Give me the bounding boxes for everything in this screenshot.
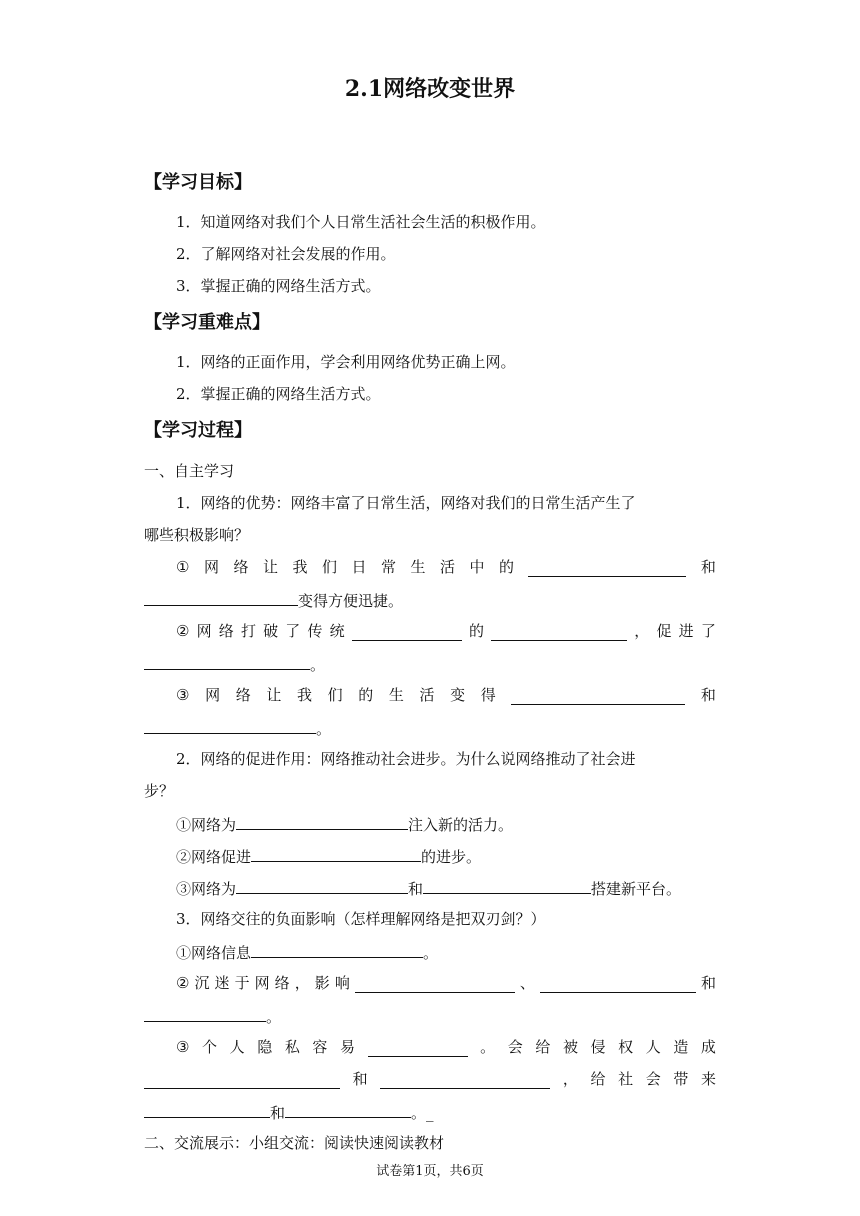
char: 中 bbox=[469, 558, 485, 576]
q3-answer-3-cont bbox=[144, 1069, 716, 1089]
part2-heading: 二、交流展示：小组交流：阅读快速阅读教材 bbox=[144, 1134, 445, 1152]
text: 。 bbox=[266, 1008, 282, 1026]
char: 和 bbox=[700, 558, 716, 576]
char: 和 bbox=[352, 1070, 368, 1088]
fill-blank[interactable] bbox=[144, 1101, 270, 1118]
fill-blank[interactable] bbox=[251, 941, 423, 958]
char: 们 bbox=[327, 686, 343, 704]
text: 。_ bbox=[411, 1104, 434, 1122]
text: 。 bbox=[310, 656, 326, 674]
char: 络 bbox=[218, 622, 234, 640]
q2-answer-3 bbox=[176, 877, 716, 899]
char: 和 bbox=[700, 686, 716, 704]
fill-blank[interactable] bbox=[144, 653, 310, 670]
char: 社 bbox=[618, 1070, 634, 1088]
char: 网 bbox=[203, 558, 219, 576]
char: 让 bbox=[266, 686, 282, 704]
char: 人 bbox=[229, 1038, 245, 1056]
char: ① bbox=[176, 558, 190, 576]
char: 破 bbox=[263, 622, 279, 640]
char: ， bbox=[634, 622, 650, 640]
char: 了 bbox=[285, 622, 301, 640]
char: 络 bbox=[274, 974, 290, 992]
text: ①网络信息 bbox=[176, 944, 252, 962]
char: ② bbox=[176, 974, 190, 992]
q1-answer-1-cont bbox=[144, 589, 716, 611]
char: ② bbox=[176, 622, 190, 640]
fill-blank[interactable] bbox=[236, 877, 408, 894]
char: 给 bbox=[535, 1038, 551, 1056]
char: 生 bbox=[410, 558, 426, 576]
text: ③网络为 bbox=[176, 880, 237, 898]
char: 了 bbox=[700, 622, 716, 640]
fill-blank[interactable] bbox=[251, 845, 421, 862]
char: 们 bbox=[321, 558, 337, 576]
text: 的进步。 bbox=[421, 848, 482, 866]
q3-answer-2-cont bbox=[144, 1005, 716, 1027]
fill-blank[interactable] bbox=[511, 688, 685, 705]
char: 人 bbox=[645, 1038, 661, 1056]
text: 变得方便迅捷。 bbox=[298, 592, 404, 610]
q2-answer-2 bbox=[176, 845, 716, 867]
q2-answer-1 bbox=[176, 813, 716, 835]
char: 容 bbox=[312, 1038, 328, 1056]
char: 权 bbox=[618, 1038, 634, 1056]
char: 统 bbox=[329, 622, 345, 640]
fill-blank[interactable] bbox=[144, 717, 316, 734]
fill-blank[interactable] bbox=[236, 813, 408, 830]
q2-line1: 2．网络的促进作用：网络推动社会进步。为什么说网络推动了社会进 bbox=[176, 750, 636, 768]
char: 来 bbox=[700, 1070, 716, 1088]
fill-blank[interactable] bbox=[491, 624, 627, 641]
char: 得 bbox=[480, 686, 496, 704]
char: 和 bbox=[700, 974, 716, 992]
key-point-2: 2．掌握正确的网络生活方式。 bbox=[176, 385, 381, 403]
char: 于 bbox=[234, 974, 250, 992]
char: 带 bbox=[673, 1070, 689, 1088]
char: 传 bbox=[307, 622, 323, 640]
section-heading-process: 【学习过程】 bbox=[144, 420, 252, 441]
q1-answer-3 bbox=[176, 685, 716, 705]
char: 成 bbox=[700, 1038, 716, 1056]
char: 络 bbox=[235, 686, 251, 704]
char: 网 bbox=[196, 622, 212, 640]
fill-blank[interactable] bbox=[368, 1040, 468, 1057]
fill-blank[interactable] bbox=[423, 877, 591, 894]
key-point-1: 1．网络的正面作用，学会利用网络优势正确上网。 bbox=[176, 353, 516, 371]
char: 活 bbox=[439, 558, 455, 576]
char: 的 bbox=[468, 622, 484, 640]
char: 个 bbox=[202, 1038, 218, 1056]
q1-answer-2 bbox=[176, 621, 716, 641]
char: 网 bbox=[254, 974, 270, 992]
char: 活 bbox=[419, 686, 435, 704]
char: 常 bbox=[380, 558, 396, 576]
char: 被 bbox=[562, 1038, 578, 1056]
fill-blank[interactable] bbox=[144, 1072, 340, 1089]
goal-2: 2．了解网络对社会发展的作用。 bbox=[176, 245, 396, 263]
fill-blank[interactable] bbox=[144, 1005, 266, 1022]
char: 沉 bbox=[194, 974, 210, 992]
text: 。 bbox=[423, 944, 439, 962]
char: 、 bbox=[519, 974, 535, 992]
char: 进 bbox=[678, 622, 694, 640]
char: 让 bbox=[262, 558, 278, 576]
fill-blank[interactable] bbox=[285, 1101, 411, 1118]
text: 和 bbox=[270, 1104, 286, 1122]
char: 给 bbox=[590, 1070, 606, 1088]
char: ③ bbox=[176, 686, 190, 704]
fill-blank[interactable] bbox=[380, 1072, 550, 1089]
char: 侵 bbox=[590, 1038, 606, 1056]
text: 。 bbox=[316, 720, 332, 738]
q1-answer-1 bbox=[176, 557, 716, 577]
text: 搭建新平台。 bbox=[591, 880, 682, 898]
char: 生 bbox=[388, 686, 404, 704]
char: 会 bbox=[507, 1038, 523, 1056]
char: ③ bbox=[176, 1038, 190, 1056]
section-heading-goals: 【学习目标】 bbox=[144, 172, 252, 193]
q1-line2: 哪些积极影响？ bbox=[144, 526, 250, 544]
q3-answer-1 bbox=[176, 941, 716, 963]
text: ①网络为 bbox=[176, 816, 237, 834]
char: 变 bbox=[450, 686, 466, 704]
char: ， bbox=[294, 974, 310, 992]
q1-line1: 1．网络的优势：网络丰富了日常生活，网络对我们的日常生活产生了 bbox=[176, 494, 636, 512]
q2-line2: 步？ bbox=[144, 782, 175, 800]
char: 我 bbox=[292, 558, 308, 576]
goal-3: 3．掌握正确的网络生活方式。 bbox=[176, 277, 381, 295]
char: 打 bbox=[240, 622, 256, 640]
char: 日 bbox=[351, 558, 367, 576]
fill-blank[interactable] bbox=[528, 560, 686, 577]
char: 造 bbox=[673, 1038, 689, 1056]
char: 响 bbox=[334, 974, 350, 992]
char: 促 bbox=[656, 622, 672, 640]
char: 的 bbox=[498, 558, 514, 576]
q3-answer-2 bbox=[176, 973, 716, 993]
q3-line1: 3．网络交往的负面影响（怎样理解网络是把双刃剑？） bbox=[176, 910, 546, 928]
char: 网 bbox=[205, 686, 221, 704]
char: 的 bbox=[358, 686, 374, 704]
char: 我 bbox=[296, 686, 312, 704]
fill-blank[interactable] bbox=[355, 976, 515, 993]
goal-1: 1．知道网络对我们个人日常生活社会生活的积极作用。 bbox=[176, 213, 546, 231]
q1-answer-3-cont bbox=[144, 717, 716, 739]
text: 和 bbox=[408, 880, 424, 898]
part1-heading: 一、自主学习 bbox=[144, 462, 235, 480]
text: ②网络促进 bbox=[176, 848, 252, 866]
char: ， bbox=[562, 1070, 578, 1088]
fill-blank[interactable] bbox=[352, 624, 462, 641]
q3-answer-3 bbox=[176, 1037, 716, 1057]
page-footer: 试卷第1页，共6页 bbox=[376, 1164, 484, 1179]
char: 隐 bbox=[257, 1038, 273, 1056]
section-heading-key-points: 【学习重难点】 bbox=[144, 312, 270, 333]
char: 私 bbox=[284, 1038, 300, 1056]
q1-answer-2-cont bbox=[144, 653, 716, 675]
page-title: 2.1网络改变世界 bbox=[344, 76, 516, 102]
char: 络 bbox=[233, 558, 249, 576]
q3-answer-3-end bbox=[144, 1101, 716, 1123]
char: 会 bbox=[645, 1070, 661, 1088]
char: 影 bbox=[314, 974, 330, 992]
char: 易 bbox=[340, 1038, 356, 1056]
char: 迷 bbox=[214, 974, 230, 992]
text: 注入新的活力。 bbox=[408, 816, 514, 834]
fill-blank[interactable] bbox=[144, 589, 298, 606]
char: 。 bbox=[480, 1038, 496, 1056]
fill-blank[interactable] bbox=[540, 976, 696, 993]
